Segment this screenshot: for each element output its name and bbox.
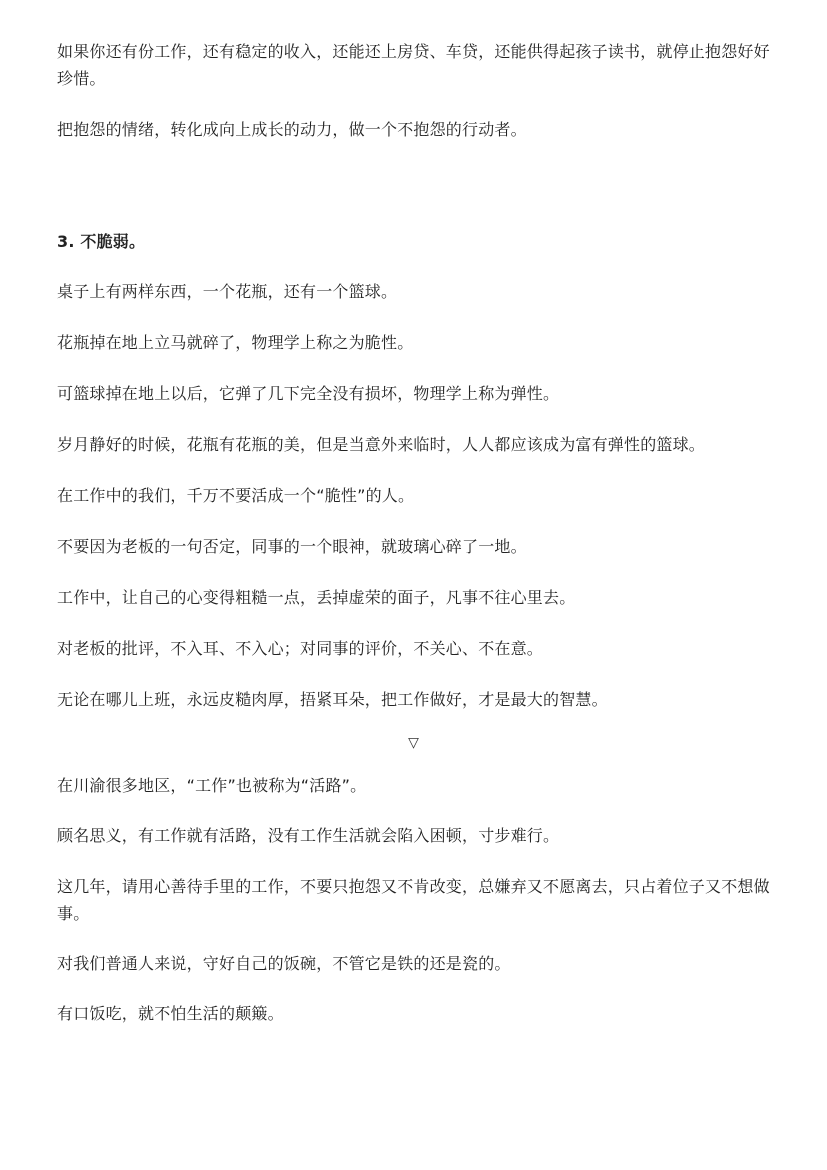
paragraph: 岁月静好的时候，花瓶有花瓶的美，但是当意外来临时，人人都应该成为富有弹性的篮球。 xyxy=(57,435,706,454)
paragraph: 这几年，请用心善待手里的工作，不要只抱怨又不肯改变，总嫌弃又不愿离去，只占着位子又不想做事。 xyxy=(57,877,770,923)
paragraph: 工作中，让自己的心变得粗糙一点，丢掉虚荣的面子，凡事不往心里去。 xyxy=(57,588,576,607)
paragraph: 在川渝很多地区，“工作”也被称为“活路”。 xyxy=(57,776,367,795)
paragraph: 可篮球掉在地上以后，它弹了几下完全没有损坏，物理学上称为弹性。 xyxy=(57,384,560,403)
paragraph: 对老板的批评，不入耳、不入心；对同事的评价，不关心、不在意。 xyxy=(57,639,544,658)
paragraph: 不要因为老板的一句否定，同事的一个眼神，就玻璃心碎了一地。 xyxy=(57,537,527,556)
paragraph: 如果你还有份工作，还有稳定的收入，还能还上房贷、车贷，还能供得起孩子读书，就停止抱怨好好珍惜。 xyxy=(57,42,770,88)
section-heading: 3. 不脆弱。 xyxy=(57,232,146,251)
paragraph: 把抱怨的情绪，转化成向上成长的动力，做一个不抱怨的行动者。 xyxy=(57,120,527,139)
paragraph: 在工作中的我们，千万不要活成一个“脆性”的人。 xyxy=(57,486,415,505)
paragraph: 无论在哪儿上班，永远皮糙肉厚，捂紧耳朵，把工作做好，才是最大的智慧。 xyxy=(57,690,608,709)
paragraph: 对我们普通人来说，守好自己的饭碗，不管它是铁的还是瓷的。 xyxy=(57,954,511,973)
paragraph: 桌子上有两样东西，一个花瓶，还有一个篮球。 xyxy=(57,282,398,301)
section-separator-icon: ▽ xyxy=(408,735,419,751)
paragraph: 顾名思义，有工作就有活路，没有工作生活就会陷入困顿，寸步难行。 xyxy=(57,826,560,845)
paragraph: 有口饭吃，就不怕生活的颠簸。 xyxy=(57,1004,284,1023)
paragraph: 花瓶掉在地上立马就碎了，物理学上称之为脆性。 xyxy=(57,333,414,352)
